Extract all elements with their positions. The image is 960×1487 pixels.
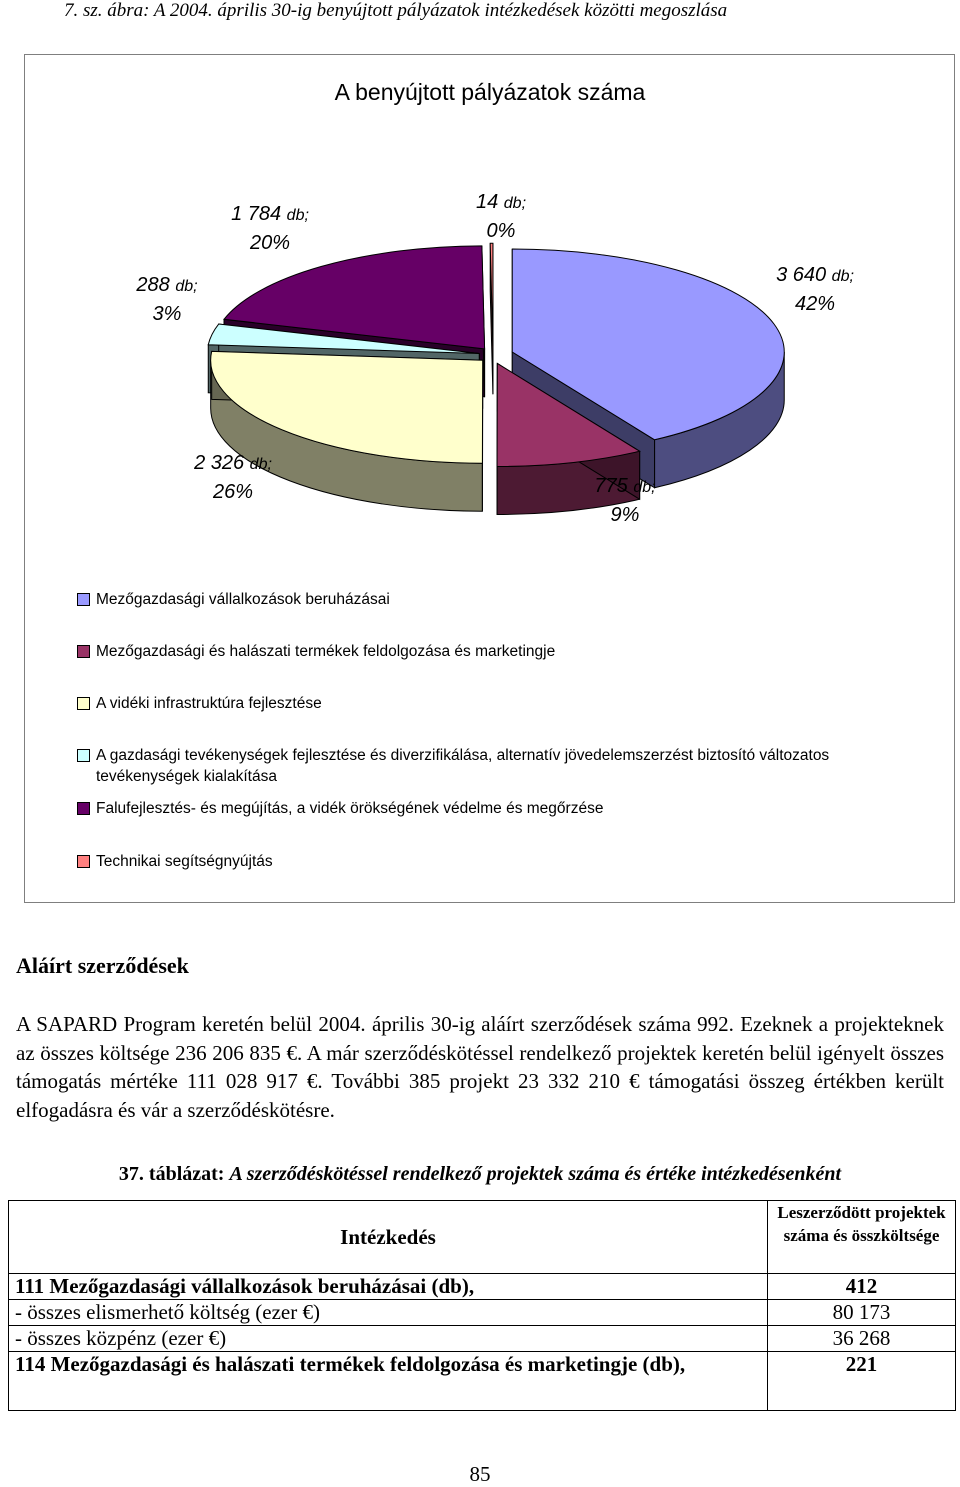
legend-item (77, 693, 916, 714)
table-header-value: Leszerződött projektek száma és összköltsége (768, 1201, 956, 1274)
legend-label: A vidéki infrastruktúra fejlesztése (96, 695, 322, 712)
table-row (9, 1274, 956, 1300)
legend-swatch (77, 593, 90, 606)
legend-swatch (77, 645, 90, 658)
table-row (9, 1300, 956, 1326)
pie-data-label-value: 1 784 db; (231, 203, 309, 225)
legend-label: Falufejlesztés- és megújítás, a vidék örökségének védelme és megőrzése (96, 800, 604, 817)
legend-label: Technikai segítségnyújtás (96, 853, 273, 870)
table-cell-value: 412 (768, 1274, 956, 1300)
table-cell-value: 221 (768, 1352, 956, 1411)
legend-item (77, 798, 916, 819)
legend-swatch (77, 697, 90, 710)
legend-swatch (77, 855, 90, 868)
pie-data-label-percent: 3% (152, 303, 182, 325)
table-header-measure: Intézkedés (9, 1201, 768, 1274)
legend-item (77, 641, 916, 662)
legend-item (77, 589, 916, 610)
pie-data-label-percent: 0% (486, 220, 516, 242)
pie-data-label-percent: 9% (610, 504, 640, 526)
figure-caption: 7. sz. ábra: A 2004. április 30-ig benyújtott pályázatok intézkedések közötti megoszlása (64, 0, 728, 21)
pie-data-label-percent: 20% (249, 232, 291, 254)
table-caption-number: 37. táblázat: (118, 1163, 225, 1185)
table-caption (0, 1163, 960, 1186)
chart-area (24, 54, 955, 903)
pie-data-label-value: 775 db; (594, 475, 656, 497)
chart-title: A benyújtott pályázatok száma (334, 79, 646, 105)
pie-data-label-value: 2 326 db; (194, 452, 272, 474)
table-cell-label: 114 Mezőgazdasági és halászati termékek feldolgozása és marketingje (db), (9, 1352, 768, 1411)
legend-label: Mezőgazdasági vállalkozások beruházásai (96, 591, 390, 608)
section-heading: Aláírt szerződések (16, 953, 189, 978)
table-cell-value: 80 173 (768, 1300, 956, 1326)
legend-swatch (77, 749, 90, 762)
pie-data-label-percent: 42% (794, 293, 836, 315)
section-paragraph: A SAPARD Program keretén belül 2004. április 30-ig aláírt szerződések száma 992. Ezeknek a projekteknek az összes költsége 236 206 835 €. A már szerződéskötéssel rendelkező projektek keretén belül igényelt összes támogatás mértéke 111 028 917 €. További 385 projekt 23 332 210 € támogatási összeg értékben került elfogadásra és vár a szerződéskötésre. (16, 1012, 944, 1122)
table-row (9, 1352, 956, 1411)
page-number: 85 (469, 1462, 491, 1486)
table-header-row (9, 1201, 956, 1274)
pie-data-label-percent: 26% (212, 481, 254, 503)
table-cell-label: 111 Mezőgazdasági vállalkozások beruházásai (db), (9, 1274, 768, 1300)
legend-item (77, 745, 916, 787)
data-table (8, 1200, 956, 1411)
legend-label: A gazdasági tevékenységek fejlesztése és diverzifikálása, alternatív jövedelemszerzést biztosító változatos tevékenységek kialakítása (96, 747, 830, 785)
table-cell-value: 36 268 (768, 1326, 956, 1352)
legend-swatch (77, 802, 90, 815)
table-caption-text: A szerződéskötéssel rendelkező projektek száma és értéke intézkedésenként (229, 1163, 842, 1185)
pie-data-label-value: 288 db; (136, 274, 198, 296)
table-row (9, 1326, 956, 1352)
pie-data-label-value: 3 640 db; (776, 264, 854, 286)
table-cell-label: - összes közpénz (ezer €) (9, 1326, 768, 1352)
pie-data-label-value: 14 db; (475, 191, 527, 213)
table-cell-label: - összes elismerhető költség (ezer €) (9, 1300, 768, 1326)
legend-item (77, 851, 916, 872)
legend-label: Mezőgazdasági és halászati termékek feldolgozása és marketingje (96, 643, 556, 660)
